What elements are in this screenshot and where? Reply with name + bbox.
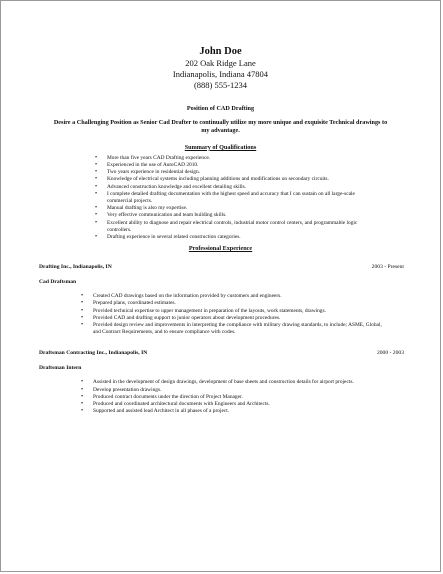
experience-section	[1, 264, 440, 415]
job-duties-list	[1, 379, 440, 415]
job-header	[39, 264, 404, 271]
summary-heading: Summary of Qualifications	[184, 143, 257, 151]
list-item: • Knowledge of electrical systems including planning additions and modifications on secondary circuits.	[107, 176, 380, 183]
list-item: • Created CAD drawings based on the information provided by customers and engineers.	[93, 293, 384, 300]
job-role: Cad Draftsman	[39, 279, 77, 286]
list-item: • I complete detailed drafting documentation with the highest speed and accuracy that I can sustain on all large-scale commercial projects.	[107, 191, 380, 205]
list-item: • Develop presentation drawings.	[93, 387, 384, 394]
list-item: • Provided technical expertise to upper management in preparation of the layouts, work statements, drawings.	[93, 308, 384, 315]
list-item: • Provided design review and improvements in interpreting the compliance with military drawing standards, to include; ASME, Global, and Contract Requirements, and to ensure compliance with codes.	[93, 322, 384, 336]
applicant-name: John Doe	[199, 46, 242, 57]
list-item: • Produced and coordinated architectural documents with Engineers and Architects.	[93, 401, 384, 408]
list-item: • Prepared plans, coordinated estimates.	[93, 300, 384, 307]
job-header	[39, 350, 404, 357]
company-name: Drafting Inc., Indianapolis, IN	[39, 264, 112, 271]
objective-statement: Desire a Challenging Position as Senior Cad Drafter to continually utilize my more unique and exquisite Technical drawings to my advantage.	[53, 119, 388, 135]
job-duties-list	[1, 293, 440, 336]
list-item: • Experienced in the use of AutoCAD 2010.	[107, 162, 380, 169]
list-item: • Assisted in the development of design drawings, development of base sheets and construction details for airport projects.	[93, 379, 384, 386]
company-name: Draftsman Contracting Inc., Indianapolis, IN	[39, 350, 148, 357]
list-item: • More than five years CAD Drafting experience.	[107, 155, 380, 162]
address-line-2: Indianapolis, Indiana 47804	[172, 69, 269, 79]
list-item: • Two years experience in residential design.	[107, 169, 380, 176]
list-item: • Excellent ability to diagnose and repair electrical controls, industrial motor control centers, and programmable logic controllers.	[107, 220, 380, 234]
summary-list	[1, 155, 440, 241]
list-item: • Drafting experience in several related construction categories.	[107, 234, 380, 241]
list-item: • Supported and assisted lead Architect in all phases of a project.	[93, 408, 384, 415]
job-dates: 2000 - 2003	[376, 350, 404, 357]
job-role: Draftsman Intern	[39, 365, 82, 372]
list-item: • Produced contract documents under the direction of Project Manager.	[93, 394, 384, 401]
experience-heading: Professional Experience	[188, 245, 253, 253]
list-item: • Provided CAD and drafting support to junior operators about development procedures.	[93, 315, 384, 322]
list-item: • Advanced construction knowledge and excellent detailing skills.	[107, 184, 380, 191]
phone-number: (888) 555-1234	[193, 80, 248, 90]
resume-header	[1, 46, 440, 91]
position-title: Position of CAD Drafting	[186, 105, 255, 112]
address-line-1: 202 Oak Ridge Lane	[185, 58, 256, 68]
list-item: • Very effective communication and team building skills.	[107, 212, 380, 219]
job-dates: 2003 - Present	[371, 264, 404, 271]
list-item: • Manual drafting is also my expertise.	[107, 205, 380, 212]
